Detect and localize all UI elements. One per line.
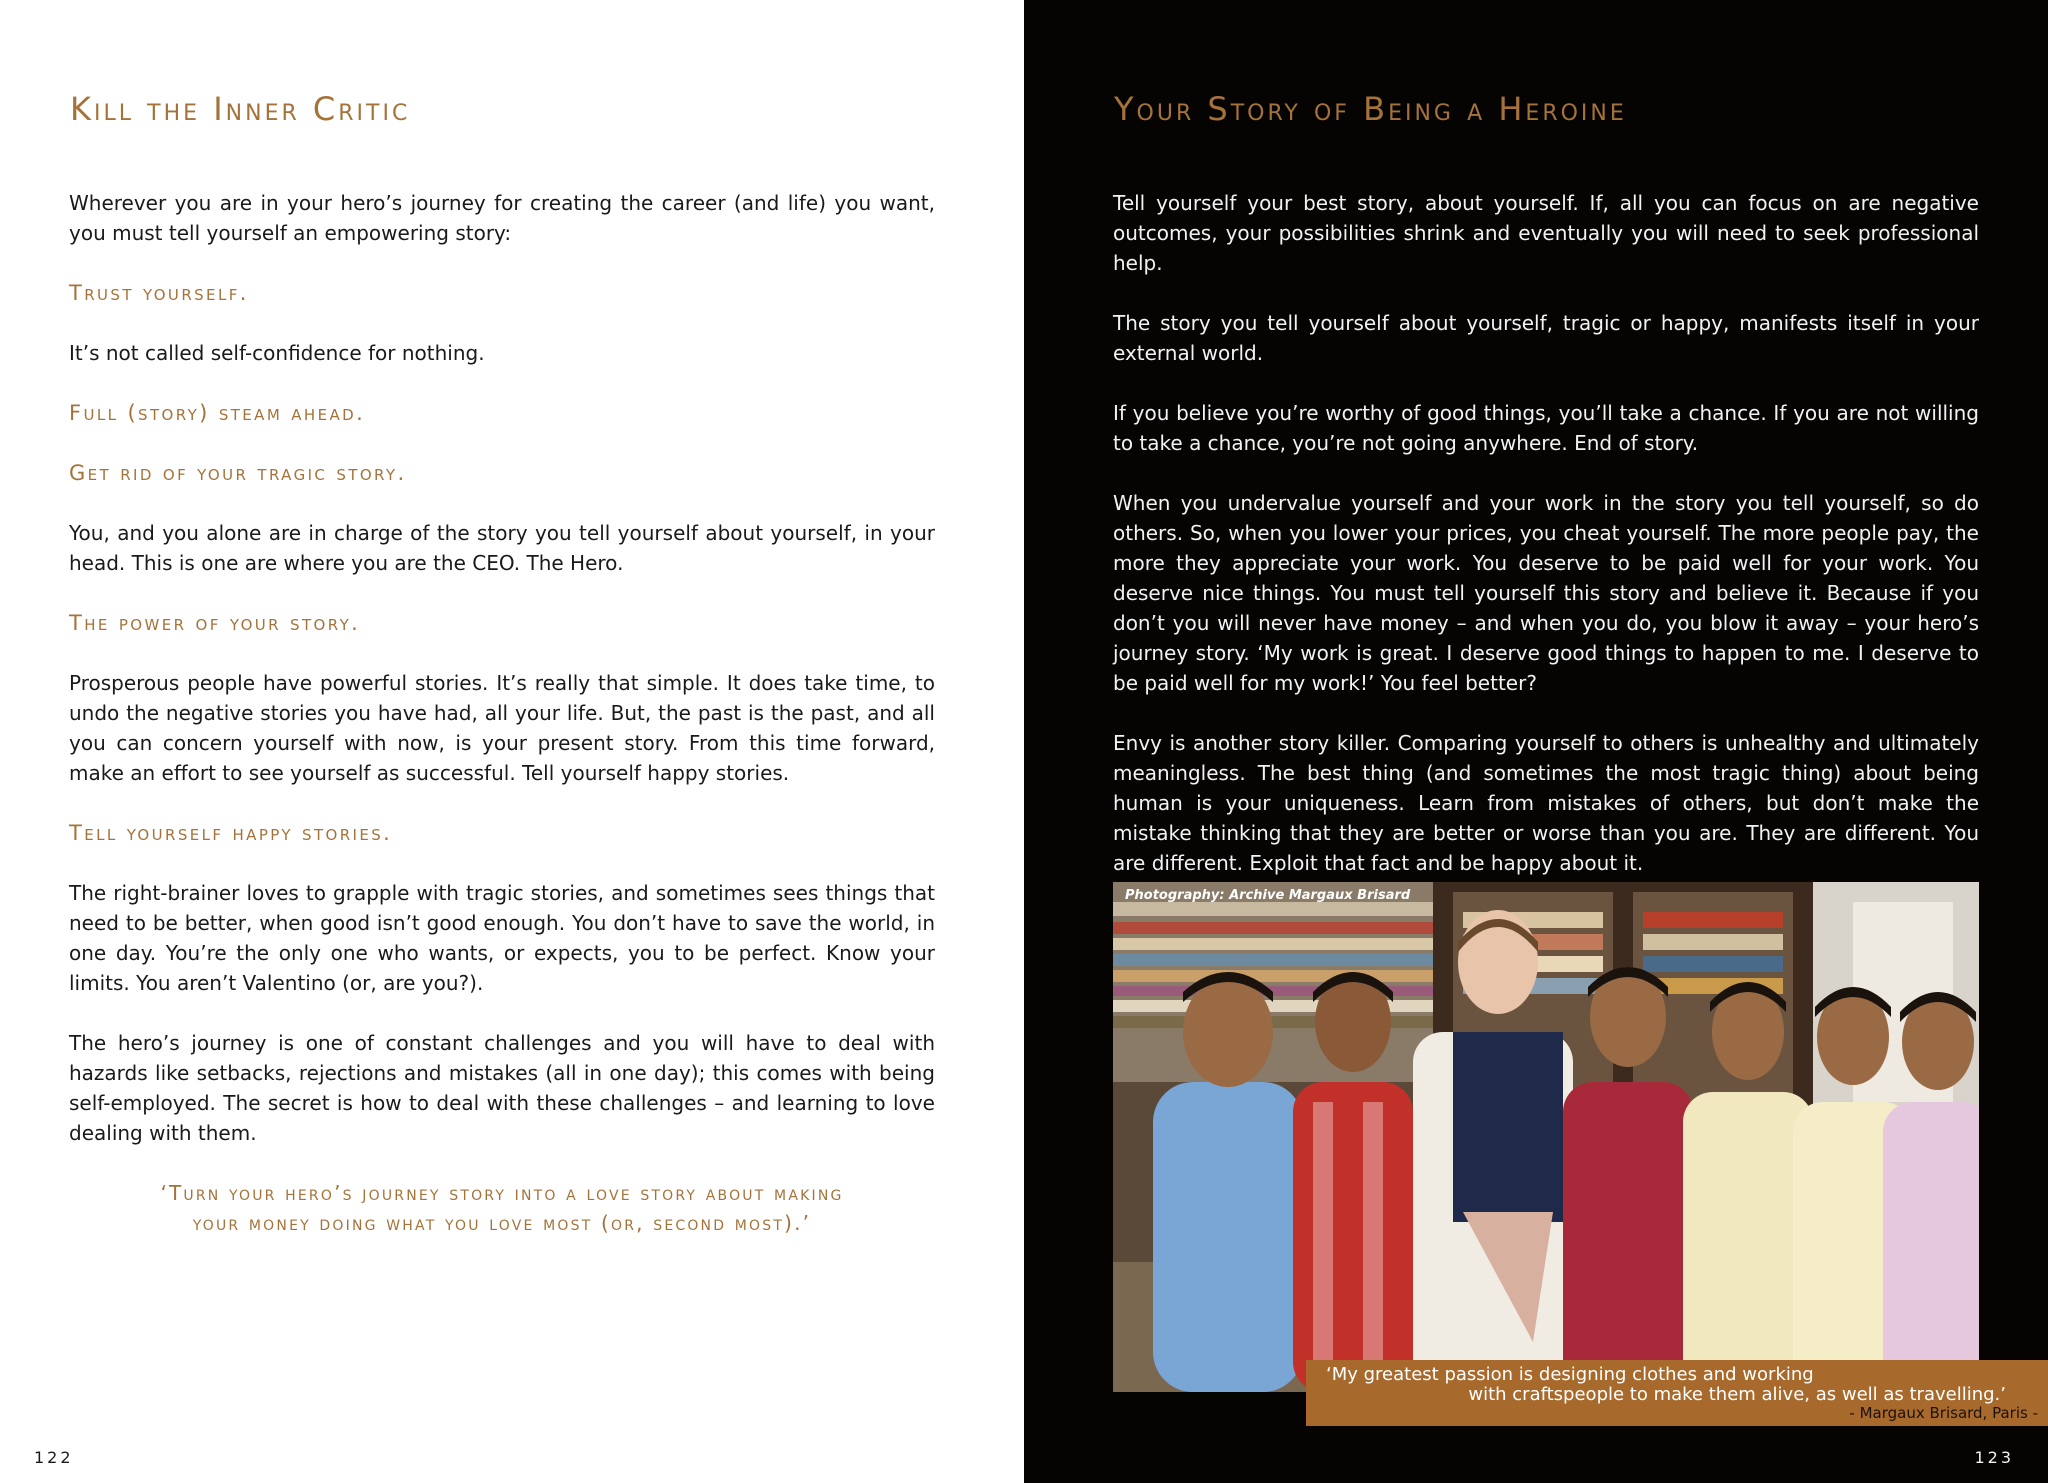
paragraph-heros-journey: The hero’s journey is one of constant challenges and you will have to deal with hazards like setbacks, rejections and mistakes (all in one day); this comes with being self-employed. The secret is how to deal with these challenges – and learning to love dealing with them.	[69, 1031, 935, 1145]
subheading-power-of-story: The power of your story.	[69, 611, 361, 635]
intro-paragraph: Wherever you are in your hero’s journey for creating the career (and life) you want, you must tell yourself an empowering story:	[69, 191, 935, 245]
pull-quote-line-1: ‘Turn your hero’s journey story into a love story about making	[160, 1181, 844, 1205]
paragraph-prosperous: Prosperous people have powerful stories. It’s really that simple. It does take time, to undo the negative stories you have had, all your life. But, the past is the past, and all you can concern yourself with now, is your present story. From this time forward, make an effort to see yourself as successful. Tell yourself happy stories.	[69, 671, 935, 785]
page-number-right: 123	[1974, 1448, 2014, 1467]
paragraph-self-confidence: It’s not called self-confidence for nothing.	[69, 341, 485, 365]
caption-attribution: - Margaux Brisard, Paris -	[1849, 1404, 2038, 1422]
photo-credit: Photography: Archive Margaux Brisard	[1125, 888, 1411, 903]
pull-quote-line-2: your money doing what you love most (or, second most).’	[192, 1211, 812, 1235]
paragraph-in-charge: You, and you alone are in charge of the story you tell yourself about yourself, in your head. This is one are where you are the CEO. The Hero.	[69, 521, 935, 575]
page-number-left: 122	[34, 1448, 74, 1467]
paragraph-right-brainer: The right-brainer loves to grapple with tragic stories, and sometimes sees things that need to be better, when good isn’t good enough. You don’t have to save the world, in one day. You’re the only one who wants, or expects, you to be perfect. Know your limits. You aren’t Valentino (or, are you?).	[69, 881, 935, 995]
paragraph-envy: Envy is another story killer. Comparing yourself to others is unhealthy and ultimately meaningless. The best thing (and sometimes the most tragic thing) about being human is your uniqueness. Learn from mistakes of others, but don’t make the mistake thinking that they are better or worse than you are. They are different. You are different. Exploit that fact and be happy about it.	[1113, 731, 1979, 875]
subheading-full-steam: Full (story) steam ahead.	[69, 401, 366, 425]
right-page	[1024, 0, 2048, 1483]
caption-line-1: ‘My greatest passion is designing clothes and working	[1326, 1364, 1814, 1385]
paragraph-undervalue: When you undervalue yourself and your work in the story you tell yourself, so do others. So, when you lower your prices, you cheat yourself. The more people pay, the more they appreciate your work. You deserve to be paid well for your work. You deserve nice things. You must tell yourself this story and believe it. Because if you don’t you will never have money – and when you do, you blow it away – your hero’s journey story. ‘My work is great. I deserve good things to happen to me. I deserve to be paid well for my work!’ You feel better?	[1113, 491, 1979, 695]
right-page-title: Your Story of Being a Heroine	[1114, 90, 1627, 128]
group-photo-illustration	[1113, 882, 1979, 1392]
photo-caption-box	[1306, 1360, 2048, 1426]
right-body	[1113, 188, 1979, 908]
paragraph-take-a-chance: If you believe you’re worthy of good things, you’ll take a chance. If you are not willing to take a chance, you’re not going anywhere. End of story.	[1113, 401, 1979, 455]
group-photo	[1113, 882, 1979, 1392]
left-page-title: Kill the Inner Critic	[70, 90, 411, 128]
subheading-happy-stories: Tell yourself happy stories.	[69, 821, 393, 845]
subheading-trust-yourself: Trust yourself.	[69, 281, 249, 305]
subheading-tragic-story: Get rid of your tragic story.	[69, 461, 407, 485]
pull-quote	[69, 1178, 935, 1238]
caption-line-2: with craftspeople to make them alive, as well as travelling.’	[1468, 1384, 2006, 1405]
paragraph-external-world: The story you tell yourself about yourself, tragic or happy, manifests itself in your external world.	[1113, 311, 1979, 365]
paragraph-best-story: Tell yourself your best story, about yourself. If, all you can focus on are negative outcomes, your possibilities shrink and eventually you will need to seek professional help.	[1113, 191, 1979, 275]
left-body	[69, 188, 935, 1238]
